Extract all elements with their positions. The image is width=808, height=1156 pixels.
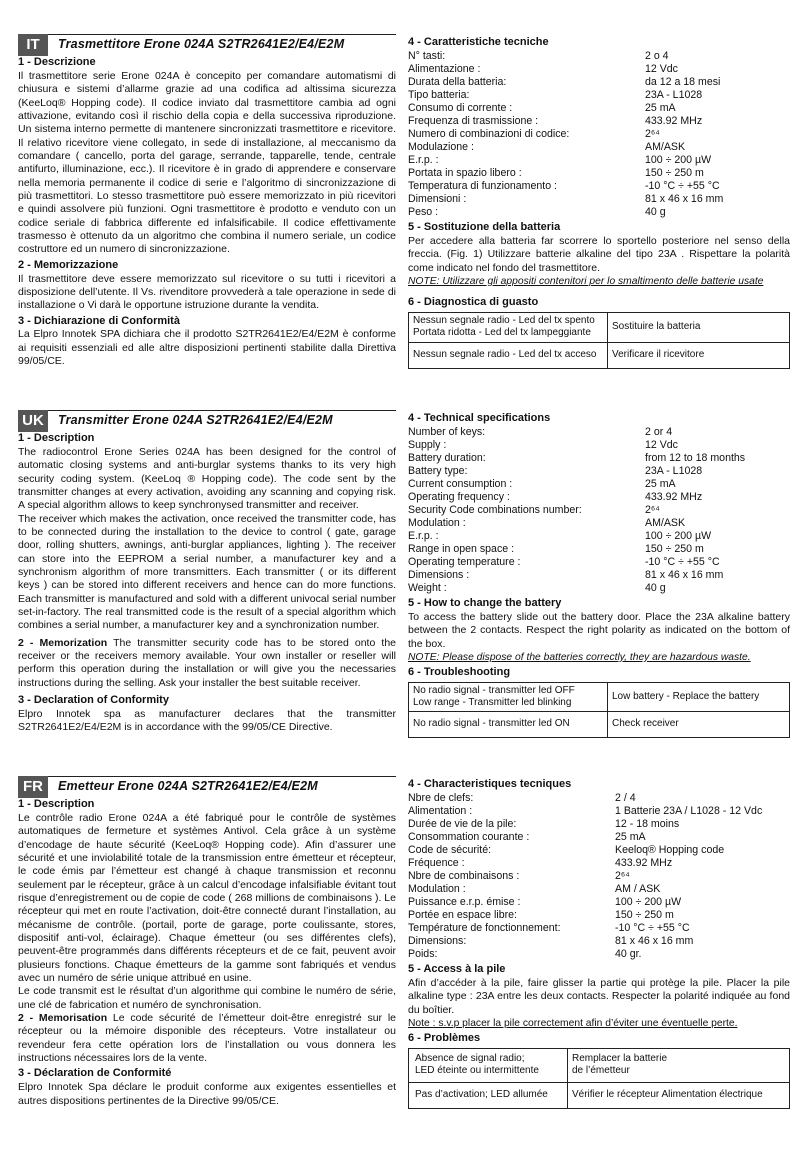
it-left-column (18, 34, 396, 368)
diag-cause: Absence de signal radio; LED éteinte ou intermittente (409, 1048, 568, 1082)
it-s4-heading: 4 - Caratteristiche tecniche (408, 36, 549, 48)
uk-diag-table (408, 682, 790, 738)
spec-row (408, 193, 790, 206)
it-s5-text: Per accedere alla batteria far scorrere lo sportello posteriore nel senso della freccia. (Fig. 1) Utilizzare batterie alkaline del tipo 23A . Rispettare la polarità come indicato nel fondo del trasmettitore. (408, 234, 790, 274)
spec-label: E.r.p. : (408, 529, 439, 542)
spec-row (408, 504, 790, 517)
diag-remedy: Verificare il ricevitore (608, 342, 790, 368)
spec-value: 12 Vdc (645, 438, 678, 451)
spec-row (408, 857, 790, 870)
fr-s2-text: Le code sécurité de l’émetteur doit-être enregistré sur le récepteur ou la mémoire disponible des récepteurs. Votre installateur ou revendeur fera cette opération lors de l’installation ou vous donnera les instructions nécessaires lors de la vente. (18, 1011, 396, 1064)
spec-row (408, 154, 790, 167)
spec-value: 150 ÷ 250 m (645, 542, 704, 555)
table-row (409, 312, 790, 342)
it-title: Trasmettitore Erone 024A S2TR2641E2/E4/E2M (58, 36, 345, 51)
spec-row (408, 115, 790, 128)
spec-value: 100 ÷ 200 µW (645, 529, 712, 542)
diag-remedy: Sostituire la batteria (608, 312, 790, 342)
uk-spec-table (408, 426, 790, 595)
spec-value: Keeloq® Hopping code (615, 843, 725, 856)
spec-value: 2 o 4 (645, 49, 669, 62)
spec-label: Tipo batteria: (408, 88, 470, 101)
fr-s2-heading: 2 - Memorisation (18, 1011, 108, 1024)
lang-badge-uk: UK (18, 410, 48, 432)
fr-spec-table (408, 792, 790, 961)
uk-s5-heading: 5 - How to change the battery (408, 596, 562, 609)
it-s1-text: Il trasmettitore serie Erone 024A è concepito per comandare automatismi di chiusura e sistemi d’allarme grazie ad una codifica ad altissima sicurezza (KeeLoq® Hopping code). Il codice inviato dal trasmettitore cambia ad ogni attivazione, evitando così il rischio della copia e della successiva riproduzione. Un sistema interno permette di mantenere sincronizzati trasmettitore e ricevitore. Il relativo ricevitore viene collegato, in sede di installazione, al meccanismo da comandare ( cancello, porta del garage, serrande, tapparelle, tende, centrale antifurto, illuminazione, ecc.). Il ricevitore è in grado di apprendere e conservare nella memoria permanente il codice di serie e l’algoritmo di sincronizzazione di più trasmettitori. Lo stesso trasmettitore può essere memorizzato in più ricevitori e quindi assolvere più funzioni. Ogni trasmettitore è prodotto e venduto con un codice seriale di fabbrica differente ed infalsificabile. Il codice effettivamente trasmesso è ottenuto da un algoritmo che combina il numero seriale, un codice costruttore ed un numero di sincronizzazione. (18, 69, 396, 256)
spec-value: 433.92 MHz (645, 114, 703, 127)
spec-label: Security Code combinations number: (408, 503, 582, 516)
uk-s3-text: Elpro Innotek spa as manufacturer declares that the transmitter S2TR2641E2/E4/E2M is in accordance with the 99/05/CE Directive. (18, 707, 396, 734)
uk-s2-heading: 2 - Memorization (18, 636, 108, 649)
section-uk (0, 410, 808, 770)
spec-label: Fréquence : (408, 856, 465, 869)
spec-value: 25 mA (615, 830, 646, 843)
spec-label: Numero di combinazioni di codice: (408, 127, 570, 140)
fr-header (18, 776, 396, 796)
spec-label: Nbre de combinaisons : (408, 869, 520, 882)
section-fr (0, 776, 808, 1154)
it-s1-heading: 1 - Descrizione (18, 56, 96, 68)
spec-row (408, 465, 790, 478)
spec-value: 81 x 46 x 16 mm (615, 934, 694, 947)
diag-remedy: Remplacer la batterie de l’émetteur (568, 1048, 790, 1082)
spec-value: 2⁶⁴ (645, 503, 660, 516)
spec-row (408, 50, 790, 63)
fr-s6-heading: 6 - Problèmes (408, 1031, 481, 1044)
spec-row (408, 491, 790, 504)
fr-title: Emetteur Erone 024A S2TR2641E2/E4/E2M (58, 778, 318, 793)
spec-label: Operating temperature : (408, 555, 521, 568)
spec-row (408, 89, 790, 102)
spec-row (408, 870, 790, 883)
uk-left-column (18, 410, 396, 735)
fr-s3-heading: 3 - Déclaration de Conformité (18, 1067, 172, 1080)
spec-row (408, 896, 790, 909)
spec-label: Portée en espace libre: (408, 908, 517, 921)
spec-value: 23A - L1028 (645, 464, 703, 477)
diag-cause: Pas d’activation; LED allumée (409, 1082, 568, 1108)
spec-value: -10 °C ÷ +55 °C (645, 555, 720, 568)
it-s2-text: Il trasmettitore deve essere memorizzato sul ricevitore o su tutti i ricevitori a disposizione dell’utente. Il Vs. rivenditore provvederà a tale operazione in sede di installazione o Vi darà le opportune istruzione durante la vendita. (18, 272, 396, 312)
spec-label: Durata della batteria: (408, 75, 507, 88)
diag-remedy: Vérifier le récepteur Alimentation électrique (568, 1082, 790, 1108)
spec-value: 150 ÷ 250 m (615, 908, 674, 921)
diag-cause: Nessun segnale radio - Led del tx spento Portata ridotta - Led del tx lampeggiante (409, 312, 608, 342)
spec-label: Code de sécurité: (408, 843, 492, 856)
spec-row (408, 180, 790, 193)
spec-row (408, 818, 790, 831)
spec-value: -10 °C ÷ +55 °C (615, 921, 690, 934)
spec-label: Dimensioni : (408, 192, 467, 205)
it-s2-heading: 2 - Memorizzazione (18, 258, 119, 271)
it-right-column (408, 34, 790, 369)
uk-s5-text: To access the battery slide out the battery door. Place the 23A alkaline battery between the 2 contacts. Respect the right polarity as indicated on the bottom of the box. (408, 610, 790, 650)
table-row (409, 711, 790, 737)
spec-label: Dimensions: (408, 934, 467, 947)
spec-value: 433.92 MHz (645, 490, 703, 503)
spec-value: 1 Batterie 23A / L1028 - 12 Vdc (615, 804, 763, 817)
it-s5-heading: 5 - Sostituzione della batteria (408, 220, 561, 233)
fr-s2-paragraph (18, 1012, 396, 1065)
spec-value: 81 x 46 x 16 mm (645, 568, 724, 581)
spec-value: 2⁶⁴ (645, 127, 660, 140)
spec-row (408, 543, 790, 556)
uk-s4-heading: 4 - Technical specifications (408, 412, 551, 424)
uk-s3-heading: 3 - Declaration of Conformity (18, 693, 169, 706)
spec-label: Number of keys: (408, 425, 486, 438)
spec-label: Consumo di corrente : (408, 101, 513, 114)
spec-row (408, 76, 790, 89)
spec-label: Modulazione : (408, 140, 474, 153)
uk-s1-heading: 1 - Description (18, 432, 95, 444)
it-diag-table (408, 312, 790, 369)
spec-label: Modulation : (408, 882, 466, 895)
uk-s2-paragraph (18, 637, 396, 690)
spec-row (408, 948, 790, 961)
uk-s6-heading: 6 - Troubleshooting (408, 665, 511, 678)
table-row (409, 1048, 790, 1082)
fr-s5-heading: 5 - Access à la pile (408, 962, 506, 975)
spec-value: 100 ÷ 200 µW (645, 153, 712, 166)
spec-row (408, 452, 790, 465)
fr-left-column (18, 776, 396, 1108)
spec-row (408, 167, 790, 180)
spec-row (408, 530, 790, 543)
spec-label: Poids: (408, 947, 438, 960)
spec-value: 40 g (645, 581, 666, 594)
spec-row (408, 844, 790, 857)
spec-label: Durée de vie de la pile: (408, 817, 517, 830)
diag-remedy: Check receiver (608, 711, 790, 737)
spec-value: 25 mA (645, 477, 676, 490)
spec-row (408, 141, 790, 154)
spec-row (408, 883, 790, 896)
spec-label: Range in open space : (408, 542, 515, 555)
fr-s5-note: Note : s.v.p placer la pile correctement afin d’éviter une éventuelle perte. (408, 1017, 738, 1029)
fr-s1-text: Le contrôle radio Erone 024A a été fabriqué pour le contrôle de systèmes automatiques de fermeture et systèmes Antivol. Cela grâce à un système d’encodage de haute sécurité (KeeLoq® Hopping code). Afin d’assurer une sécurité et une inviolabilité totale de la transmission entre émetteur et récepteur, le code émis par l’émetteur est changé à chaque transmission et reconnu seulement par le récepteur, grâce à un calcul d’encodage infalsifiable évitant tout risque d’enregistrement ou de copie de code ( 268 millions de combinaisons ). Le récepteur qui met en route l’activation, doit-être connecté durant l’installation, au mécanisme de contrôle. (portail, porte de garage, porte coulissante, stores, dispositif anti-vol, éclairage). Chaque émetteur (ou ses différentes clefs), peuvent-être programmés dans différents récepteurs et de ce fait, peuvent avoir plusieurs fonctions. Chaque émetteurs de la gamme sont fabriqués et vendus avec un numéro de série unique attribué en usine. (18, 811, 396, 984)
it-s5-note: NOTE: Utilizzare gli appositi contenitori per lo smaltimento delle batterie usate (408, 275, 764, 287)
fr-s1-text-2: Le code transmit est le résultat d’un algorithme qui combine le numéro de série, une clé de fabrication et numéro de synchronisation. (18, 985, 396, 1011)
diag-cause: No radio signal - transmitter led OFF Low range - Transmitter led blinking (409, 682, 608, 711)
spec-label: Nbre de clefs: (408, 791, 474, 804)
spec-value: 2⁶⁴ (615, 869, 630, 882)
spec-label: Battery type: (408, 464, 468, 477)
spec-label: Température de fonctionnement: (408, 921, 561, 934)
spec-row (408, 922, 790, 935)
spec-label: Battery duration: (408, 451, 486, 464)
spec-label: Alimentation : (408, 804, 473, 817)
section-it (0, 34, 808, 400)
spec-label: Weight : (408, 581, 447, 594)
spec-row (408, 831, 790, 844)
spec-row (408, 935, 790, 948)
spec-row (408, 582, 790, 595)
spec-value: 12 - 18 moins (615, 817, 680, 830)
spec-value: 12 Vdc (645, 62, 678, 75)
lang-badge-it: IT (18, 34, 48, 56)
spec-label: Consommation courante : (408, 830, 530, 843)
uk-right-column (408, 410, 790, 738)
table-row (409, 682, 790, 711)
spec-label: Temperatura di funzionamento : (408, 179, 557, 192)
spec-value: 25 mA (645, 101, 676, 114)
spec-row (408, 909, 790, 922)
uk-s1-text-2: The receiver which makes the activation, once received the transmitter code, has to be connected during the installation to the device to control ( gate, garage door, rolling shutters, awnings, anti-burglar appliances, lighting ). The receiver can store into the EEPROM a serial number, a manufacturer key and a synchronism algorithm of more transmitters. Each transmitter ( or its different keys ) can be stored into different receivers and hence can do more functions. Each transmitter is manufactured and sold with a different univocal serial number set-in-factory. The real transmitted code is the result of a special algorithm which combines a serial number, a manufacturer key and a synchronization number. (18, 512, 396, 632)
spec-label: Alimentazione : (408, 62, 481, 75)
spec-label: Portata in spazio libero : (408, 166, 522, 179)
spec-label: Current consumption : (408, 477, 513, 490)
spec-value: AM/ASK (645, 140, 686, 153)
spec-value: 40 g (645, 205, 666, 218)
spec-value: 40 gr. (615, 947, 642, 960)
spec-label: Operating frequency : (408, 490, 510, 503)
it-s3-text: La Elpro Innotek SPA dichiara che il prodotto S2TR2641E2/E4/E2M è conforme ai requisiti essenziali ed alle altre disposizioni pertinenti stabilite dalla Direttiva 99/05/CE. (18, 328, 396, 368)
spec-value: AM/ASK (645, 516, 686, 529)
fr-s3-text: Elpro Innotek Spa déclare le produit conforme aux exigentes essentielles et autres dispositions pertinentes de la Directive 99/05/CE. (18, 1081, 396, 1107)
spec-row (408, 426, 790, 439)
spec-value: da 12 a 18 mesi (645, 75, 721, 88)
spec-label: Puissance e.r.p. émise : (408, 895, 521, 908)
spec-label: N° tasti: (408, 49, 446, 62)
spec-label: Dimensions : (408, 568, 470, 581)
diag-cause: Nessun segnale radio - Led del tx acceso (409, 342, 608, 368)
it-s6-heading: 6 - Diagnostica di guasto (408, 295, 539, 308)
spec-row (408, 792, 790, 805)
spec-row (408, 63, 790, 76)
spec-value: 2 or 4 (645, 425, 673, 438)
spec-label: Supply : (408, 438, 447, 451)
fr-diag-table (408, 1048, 790, 1109)
spec-row (408, 128, 790, 141)
fr-s1-heading: 1 - Description (18, 798, 95, 810)
spec-value: 2 / 4 (615, 791, 636, 804)
spec-row (408, 102, 790, 115)
it-s3-heading: 3 - Dichiarazione di Conformità (18, 314, 180, 327)
spec-row (408, 517, 790, 530)
spec-row (408, 569, 790, 582)
uk-header (18, 410, 396, 430)
spec-value: 433.92 MHz (615, 856, 673, 869)
spec-value: AM / ASK (615, 882, 661, 895)
spec-value: 150 ÷ 250 m (645, 166, 704, 179)
fr-s5-text: Afin d’accéder à la pile, faire glisser la partie qui protège la pile. Placer la pile alkaline type : 23A entre les deux contacts. Respecter la polarité indiquée au fond du boîtier. (408, 976, 790, 1016)
spec-value: 100 ÷ 200 µW (615, 895, 682, 908)
it-spec-table (408, 50, 790, 219)
table-row (409, 342, 790, 368)
spec-value: 81 x 46 x 16 mm (645, 192, 724, 205)
it-header (18, 34, 396, 54)
spec-label: Modulation : (408, 516, 466, 529)
spec-row (408, 556, 790, 569)
spec-row (408, 439, 790, 452)
fr-s4-heading: 4 - Characteristiques tecniques (408, 778, 572, 790)
spec-row (408, 478, 790, 491)
spec-label: E.r.p. : (408, 153, 439, 166)
spec-value: 23A - L1028 (645, 88, 703, 101)
diag-remedy: Low battery - Replace the battery (608, 682, 790, 711)
uk-s1-text: The radiocontrol Erone Series 024A has been designed for the control of automatic closing systems and anti-burglar systems thanks to its very high security coding system. (KeeLoq ® Hopping code). The code sent by the transmitter changes at every activation, avoiding any scanning and copying risk. A special algorithm allows to keep synchronysed transmitter and receiver. (18, 445, 396, 512)
lang-badge-fr: FR (18, 776, 48, 798)
fr-right-column (408, 776, 790, 1109)
uk-title: Transmitter Erone 024A S2TR2641E2/E4/E2M (58, 412, 333, 427)
uk-s2-text: The transmitter security code has to be stored onto the receiver or the receivers memory available. Your own installer or reseller will perform this operation during the installation or will give you the necessaries instructions during the selling. Ask your installer the best suitable receiver. (18, 636, 396, 689)
table-row (409, 1082, 790, 1108)
diag-cause: No radio signal - transmitter led ON (409, 711, 608, 737)
spec-value: -10 °C ÷ +55 °C (645, 179, 720, 192)
spec-label: Frequenza di trasmissione : (408, 114, 539, 127)
spec-row (408, 805, 790, 818)
spec-value: from 12 to 18 months (645, 451, 746, 464)
spec-row (408, 206, 790, 219)
uk-s5-note: NOTE: Please dispose of the batteries correctly, they are hazardous waste. (408, 651, 751, 663)
spec-label: Peso : (408, 205, 439, 218)
